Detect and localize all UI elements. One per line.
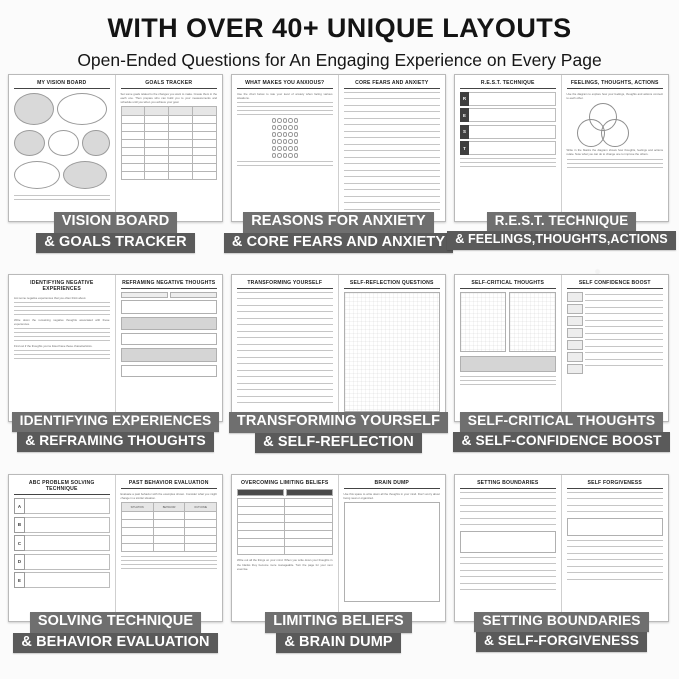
brain-dump-area xyxy=(344,502,441,602)
vision-circle-2 xyxy=(57,93,107,125)
reframing-box-1 xyxy=(121,300,218,314)
page-self-confidence-boost xyxy=(562,275,669,421)
page-setting-boundaries xyxy=(455,475,562,621)
page-title-self-reflection: SELF-REFLECTION QUESTIONS xyxy=(344,280,441,289)
page-identifying-negative-experiences xyxy=(9,275,116,421)
abc-row-c xyxy=(14,535,110,551)
reframing-box-5 xyxy=(121,365,218,377)
self-critical-columns xyxy=(460,292,556,352)
goals-tracker-note: Set some goals related to the changes you want to make. Create them in the each one. Then prepare who can build you to your measurements and schedule until you when you achieve your goal. xyxy=(120,91,217,105)
caption-line-2: & SELF-REFLECTION xyxy=(255,433,422,454)
page-self-reflection-questions xyxy=(339,275,446,421)
caption-rest xyxy=(450,212,673,250)
anxious-note: Use the chart below to rate your level of anxiety when facing various situations. xyxy=(237,91,333,101)
identifying-lines-1 xyxy=(14,302,110,315)
page-title-abc: ABC PROBLEM SOLVING TECHNIQUE xyxy=(14,480,110,495)
page-abc-problem-solving xyxy=(9,475,116,621)
caption-line-1: SOLVING TECHNIQUE xyxy=(30,612,201,633)
abc-row-d xyxy=(14,554,110,570)
caption-line-1: TRANSFORMING YOURSELF xyxy=(229,412,448,433)
brain-dump-note: Use this space to write down all the thoughts in your mind. Don't worry about being neat or organized. xyxy=(343,491,440,501)
self-critical-shaded-box xyxy=(460,356,556,372)
identifying-lines-3 xyxy=(14,350,110,359)
confidence-tile-4 xyxy=(567,328,583,338)
page-title-self-critical: SELF-CRITICAL THOUGHTS xyxy=(460,280,556,289)
caption-line-1: R.E.S.T. TECHNIQUE xyxy=(487,212,637,231)
limiting-footer: Write out all the things on your mind. When you write down your thoughts in the blanks they become more manageable. Turn the page for your next exercise. xyxy=(237,558,333,571)
page-goals-tracker xyxy=(116,75,223,221)
feelings-footer: Write in the blanks the diagram shows how thoughts, feelings and actions relate. Note what you can do to change one to improve the others. xyxy=(566,148,663,157)
page-title-core-fears: CORE FEARS AND ANXIETY xyxy=(344,80,441,89)
page-title-goals-tracker: GOALS TRACKER xyxy=(121,80,218,89)
caption-line-2: & FEELINGS,THOUGHTS,ACTIONS xyxy=(447,231,676,249)
spread-cell-abc[interactable] xyxy=(4,472,227,672)
rest-row-r xyxy=(460,92,556,106)
feelings-note: Use the diagram to explore how your feelings, thoughts and actions connect to each other. xyxy=(566,91,663,101)
caption-line-2: & SELF-CONFIDENCE BOOST xyxy=(453,432,669,452)
forgiveness-lines-top xyxy=(567,492,664,513)
caption-line-1: SETTING BOUNDARIES xyxy=(474,612,648,632)
page-reframing-negative-thoughts xyxy=(116,275,223,421)
vision-circle-7 xyxy=(63,161,107,189)
confidence-tile-6 xyxy=(567,352,583,362)
reframing-box-4 xyxy=(121,348,218,362)
spread-cell-anxiety[interactable] xyxy=(227,72,450,272)
rest-letter-s: S xyxy=(460,125,469,139)
spread-cell-identifying[interactable] xyxy=(4,272,227,472)
abc-row-e xyxy=(14,572,110,588)
confidence-tile-7 xyxy=(567,364,583,374)
rest-row-t xyxy=(460,141,556,155)
behavior-lines xyxy=(121,556,218,569)
vision-circle-5 xyxy=(82,130,109,156)
spread-grid xyxy=(4,72,675,672)
vision-circle-6 xyxy=(14,161,60,189)
page-self-critical-thoughts xyxy=(455,275,562,421)
spread-preview-limiting xyxy=(231,474,446,622)
identifying-q2: Write down the remaining negative thoughts associated with these experiences. xyxy=(14,317,110,327)
rest-letter-r: R xyxy=(460,92,469,106)
page-brain-dump xyxy=(339,475,446,621)
rest-row-s xyxy=(460,125,556,139)
transforming-lines xyxy=(237,292,333,404)
abc-letter-c: C xyxy=(14,535,25,551)
caption-line-1: IDENTIFYING EXPERIENCES xyxy=(12,412,220,432)
self-reflection-grid xyxy=(344,292,441,412)
page-core-fears xyxy=(339,75,446,221)
caption-line-1: SELF-CRITICAL THOUGHTS xyxy=(460,412,663,432)
page-title-rest: R.E.S.T. TECHNIQUE xyxy=(460,80,556,89)
vision-circle-1 xyxy=(14,93,54,125)
page-title-feelings: FEELINGS, THOUGHTS, ACTIONS xyxy=(567,80,664,89)
confidence-tile-5 xyxy=(567,340,583,350)
abc-letter-e: E xyxy=(14,572,25,588)
page-title-brain-dump: BRAIN DUMP xyxy=(344,480,441,489)
self-critical-col-1 xyxy=(460,292,506,352)
limiting-header-empowering xyxy=(286,489,333,496)
page-rest-technique xyxy=(455,75,562,221)
caption-identifying xyxy=(4,412,227,452)
page-transforming-yourself xyxy=(232,275,339,421)
anxious-lines-bottom xyxy=(237,161,333,166)
caption-line-2: & BEHAVIOR EVALUATION xyxy=(13,633,217,654)
abc-letter-d: D xyxy=(14,554,25,570)
page-title-boundaries: SETTING BOUNDARIES xyxy=(460,480,556,489)
spread-preview-rest xyxy=(454,74,669,222)
page-feelings-thoughts-actions xyxy=(562,75,669,221)
spread-preview-transforming xyxy=(231,274,446,422)
caption-limiting xyxy=(227,612,450,653)
identifying-q3: Find out if the thoughts you've listed have these characteristics. xyxy=(14,344,93,349)
abc-letter-a: A xyxy=(14,498,25,514)
abc-letter-b: B xyxy=(14,517,25,533)
spread-cell-vision-goals[interactable] xyxy=(4,72,227,272)
confidence-tile-2 xyxy=(567,304,583,314)
page-my-vision-board xyxy=(9,75,116,221)
abc-row-b xyxy=(14,517,110,533)
vision-circle-4 xyxy=(48,130,79,156)
limiting-header-row xyxy=(237,489,333,496)
core-fears-lines xyxy=(344,92,441,210)
reframing-box-2 xyxy=(121,317,218,330)
spread-cell-boundaries[interactable] xyxy=(450,472,673,672)
behavior-note: Evaluate a past behavior with the examples shown. Consider what you might change in a similar situation. xyxy=(120,491,217,501)
identifying-lines-2 xyxy=(14,328,110,341)
page-title-anxious: WHAT MAKES YOU ANXIOUS? xyxy=(237,80,333,89)
rest-lines xyxy=(460,158,556,167)
vision-circle-3 xyxy=(14,130,45,156)
anxiety-scale-group xyxy=(237,118,333,158)
caption-line-2: & CORE FEARS AND ANXIETY xyxy=(224,233,453,254)
spread-preview-boundaries xyxy=(454,474,669,622)
caption-vision-goals xyxy=(4,212,227,253)
spread-cell-limiting[interactable] xyxy=(227,472,450,672)
confidence-lines xyxy=(585,294,664,367)
page-title-transforming: TRANSFORMING YOURSELF xyxy=(237,280,333,289)
spread-preview-anxiety xyxy=(231,74,446,222)
venn-circle-actions xyxy=(601,119,629,147)
caption-transforming xyxy=(227,412,450,453)
spread-preview-identifying xyxy=(8,274,223,422)
reframing-label-negative xyxy=(121,292,168,298)
page-self-forgiveness xyxy=(562,475,669,621)
caption-line-1: REASONS FOR ANXIETY xyxy=(243,212,434,233)
behavior-header-situation: SITUATION xyxy=(121,503,153,512)
page-title-forgiveness: SELF FORGIVENESS xyxy=(567,480,664,489)
page-title-confidence: SELF CONFIDENCE BOOST xyxy=(567,280,664,289)
page-title-behavior: PAST BEHAVIOR EVALUATION xyxy=(121,480,218,489)
page-title-vision-board: MY VISION BOARD xyxy=(14,80,110,89)
caption-line-2: & REFRAMING THOUGHTS xyxy=(17,432,214,452)
spread-preview-abc xyxy=(8,474,223,622)
spread-cell-selfcritical[interactable] xyxy=(450,272,673,472)
poster-header xyxy=(0,0,679,76)
behavior-table xyxy=(121,502,218,552)
caption-line-1: VISION BOARD xyxy=(54,212,178,233)
goals-tracker-table xyxy=(121,106,218,180)
abc-row-a xyxy=(14,498,110,514)
caption-boundaries xyxy=(450,612,673,652)
spread-cell-transforming[interactable] xyxy=(227,272,450,472)
identifying-q1: List some negative experiences that you often think about. xyxy=(14,295,87,300)
rest-row-e xyxy=(460,108,556,122)
forgiveness-lines-bottom xyxy=(567,540,664,580)
boundaries-box xyxy=(460,531,556,553)
caption-line-2: & GOALS TRACKER xyxy=(36,233,194,254)
confidence-tile-1 xyxy=(567,292,583,302)
venn-diagram xyxy=(567,103,664,145)
confidence-rows xyxy=(567,292,664,374)
behavior-header-outcome: OUTCOME xyxy=(185,503,217,512)
spread-cell-rest[interactable] xyxy=(450,72,673,272)
page-title-limiting: OVERCOMING LIMITING BELIEFS xyxy=(241,480,329,486)
page-subtitle: Open-Ended Questions for An Engaging Experience on Every Page xyxy=(77,49,602,70)
vision-board-lines xyxy=(14,195,110,200)
spread-preview-selfcritical xyxy=(454,274,669,422)
limiting-header-belief xyxy=(237,489,284,496)
reframing-label-reframed xyxy=(170,292,217,298)
page-past-behavior-evaluation xyxy=(116,475,223,621)
page-title-reframing: REFRAMING NEGATIVE THOUGHTS xyxy=(121,280,218,289)
caption-selfcritical xyxy=(450,412,673,452)
caption-anxiety xyxy=(227,212,450,253)
self-critical-col-2 xyxy=(509,292,555,352)
boundaries-lines-top xyxy=(460,492,556,526)
page-title: WITH OVER 40+ UNIQUE LAYOUTS xyxy=(107,13,572,43)
reframing-header-row xyxy=(121,292,218,298)
rest-letter-t: T xyxy=(460,141,469,155)
page-title-identifying: IDENTIFYING NEGATIVE EXPERIENCES xyxy=(30,280,94,293)
confidence-tile-3 xyxy=(567,316,583,326)
self-critical-lines xyxy=(460,376,556,385)
behavior-header-behavior: BEHAVIOR xyxy=(153,503,185,512)
boundaries-lines-bottom xyxy=(460,557,556,591)
limiting-table xyxy=(237,498,333,555)
forgiveness-box xyxy=(567,518,664,536)
caption-abc xyxy=(4,612,227,653)
page-overcoming-limiting-beliefs xyxy=(232,475,339,621)
feelings-lines xyxy=(567,159,664,168)
caption-line-2: & BRAIN DUMP xyxy=(276,633,400,654)
page-what-makes-you-anxious xyxy=(232,75,339,221)
anxious-lines xyxy=(237,102,333,115)
spread-preview-vision-goals xyxy=(8,74,223,222)
rest-letter-e: E xyxy=(460,108,469,122)
reframing-box-3 xyxy=(121,333,218,345)
caption-line-1: LIMITING BELIEFS xyxy=(265,612,412,633)
caption-line-2: & SELF-FORGIVENESS xyxy=(476,632,647,652)
